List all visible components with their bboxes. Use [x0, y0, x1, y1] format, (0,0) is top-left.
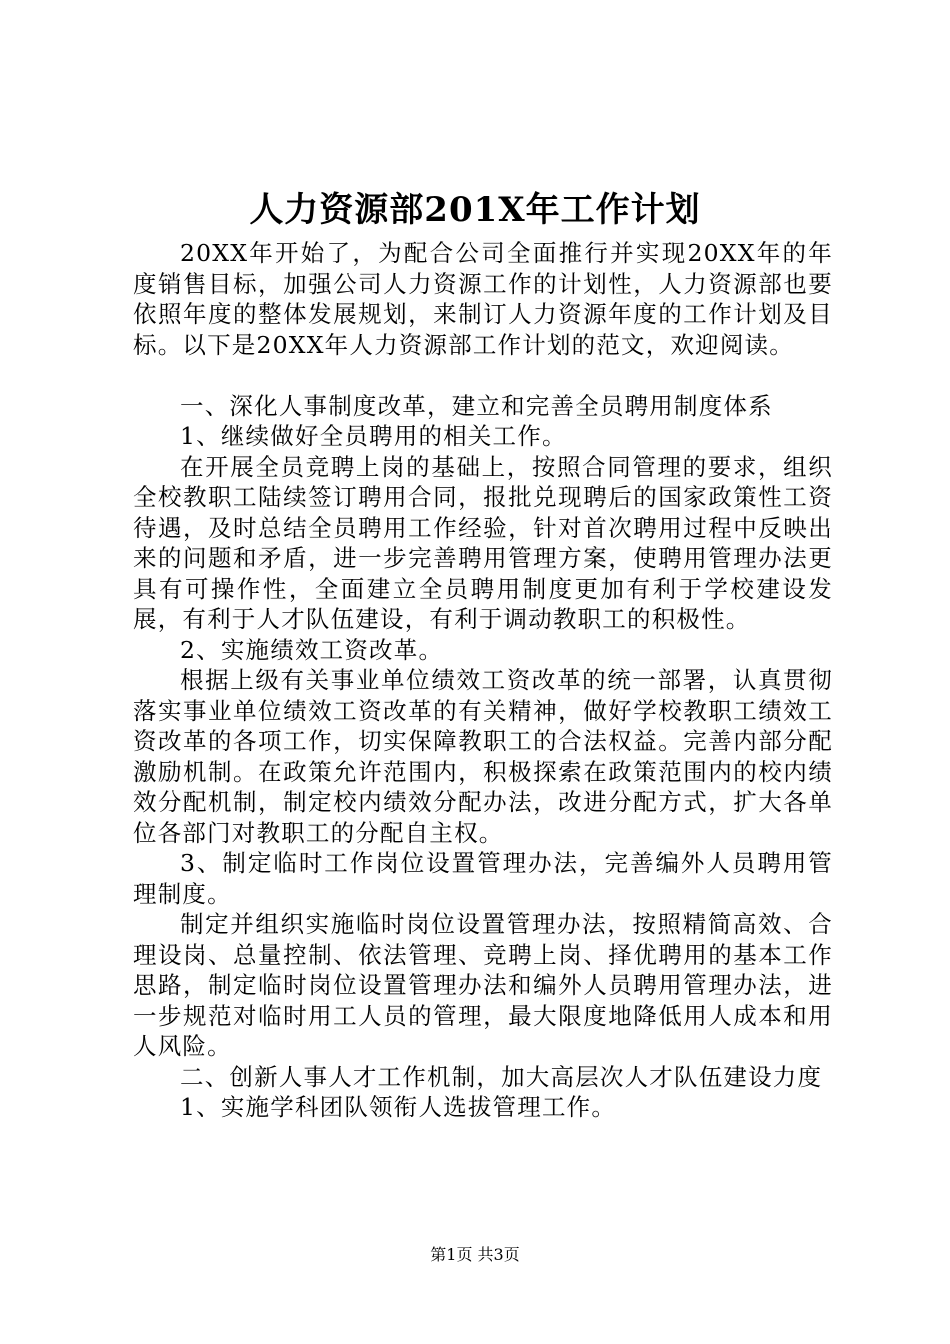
- page-footer: 第1页 共3页: [430, 1245, 520, 1264]
- subheading-1-3: 3、制定临时工作岗位设置管理办法，完善编外人员聘用管理制度。: [133, 849, 833, 908]
- subheading-1-2: 2、实施绩效工资改革。: [180, 635, 444, 664]
- intro-paragraph: 20XX年开始了，为配合公司全面推行并实现20XX年的年度销售目标，加强公司人力资源工作的计划性，人力资源部也要依照年度的整体发展规划，来制订人力资源年度的工作计划及目标。以下是20XX年人力资源部工作计划的范文，欢迎阅读。: [133, 239, 833, 359]
- subheading-2-1: 1、实施学科团队领衔人选拔管理工作。: [180, 1093, 617, 1121]
- paragraph-1-1: 在开展全员竞聘上岗的基础上，按照合同管理的要求，组织全校教职工陆续签订聘用合同，报批兑现聘后的国家政策性工资待遇，及时总结全员聘用工作经验，针对首次聘用过程中反映出来的问题和矛盾，进一步完善聘用管理方案，使聘用管理办法更具有可操作性，全面建立全员聘用制度更加有利于学校建设发展，有利于人才队伍建设，有利于调动教职工的积极性。: [133, 452, 833, 633]
- section-heading-1: 一、深化人事制度改革，建立和完善全员聘用制度体系: [180, 391, 773, 420]
- section-heading-2: 二、创新人事人才工作机制，加大高层次人才队伍建设力度: [180, 1062, 823, 1091]
- paragraph-1-2: 根据上级有关事业单位绩效工资改革的统一部署，认真贯彻落实事业单位绩效工资改革的有关精神，做好学校教职工绩效工资改革的各项工作，切实保障教职工的合法权益。完善内部分配激励机制。在政策允许范围内，积极探索在政策范围内的校内绩效分配机制，制定校内绩效分配办法，改进分配方式，扩大各单位各部门对教职工的分配自主权。: [133, 666, 833, 847]
- document-title: 人力资源部201X年工作计划: [249, 190, 701, 230]
- subheading-1-1: 1、继续做好全员聘用的相关工作。: [180, 422, 567, 450]
- paragraph-1-3: 制定并组织实施临时岗位设置管理办法，按照精简高效、合理设岗、总量控制、依法管理、竞聘上岗、择优聘用的基本工作思路，制定临时岗位设置管理办法和编外人员聘用管理办法，进一步规范对临时用工人员的管理，最大限度地降低用人成本和用人风险。: [133, 910, 833, 1060]
- document-body: [133, 238, 833, 1123]
